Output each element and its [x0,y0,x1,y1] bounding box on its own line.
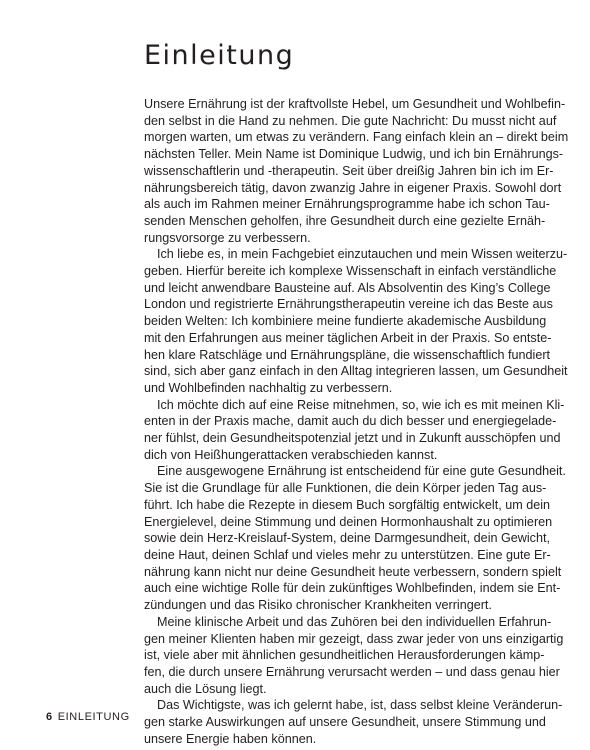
page-number: 6 [46,711,53,723]
text-line: den selbst in die Hand zu nehmen. Die gute Nachricht: Du musst nicht auf [144,113,557,128]
text-line: enten in der Praxis mache, damit auch du dich besser und energiegelade- [144,414,557,429]
text-line: mit den Erfahrungen aus meiner täglichen Arbeit in der Praxis. So entste- [144,330,552,345]
text-line: Energielevel, deine Stimmung und deinen Hormonhaushalt zu optimieren [144,514,553,529]
text-line: unsere Energie haben können. [144,731,317,746]
text-line: führt. Ich habe die Rezepte in diesem Buch sorgfältig entwickelt, um dein [144,497,551,512]
text-line: nährungsbereich tätig, davon zwanzig Jahre in eigener Praxis. Sowohl dort [144,180,562,195]
text-line: rungsvorsorge zu verbessern. [144,230,311,245]
text-line: sind, sich aber ganz einfach in den Alltag integrieren lassen, um Gesundheit [144,364,568,379]
text-line: als auch im Rahmen meiner Ernährungsprogramme habe ich schon Tau- [144,197,550,212]
running-title: EINLEITUNG [57,711,130,723]
paragraph [144,246,568,396]
text-line: gen starke Auswirkungen auf unsere Gesundheit, unsere Stimmung und [144,715,546,730]
text-line: beiden Welten: Ich kombiniere meine fundierte akademische Ausbildung [144,314,547,329]
text-line: auch eine wichtige Rolle für dein zukünftiges Wohlbefinden, indem sie Ent- [144,581,561,596]
text-line: Ich liebe es, in mein Fachgebiet einzutauchen und mein Wissen weiterzu- [157,247,568,262]
text-line: deine Haut, deinen Schlaf und vieles mehr zu unterstützen. Eine gute Er- [144,547,551,562]
text-line: sowie dein Herz-Kreislauf-System, deine Darmgesundheit, dein Gewicht, [144,531,550,546]
text-line: ist, viele aber mit ähnlichen gesundheitlichen Herausforderungen kämp- [144,648,545,663]
page-footer [46,711,130,723]
body-text [144,96,569,747]
paragraph [144,697,563,747]
text-line: ner fühlst, dein Gesundheitspotenzial jetzt und in Zukunft ausschöpfen und [144,431,561,446]
text-line: fen, die durch unsere Ernährung verursacht werden – und dass genau hier [144,664,560,679]
text-line: dich von Heißhungerattacken verabschieden kannst. [144,447,438,462]
text-line: hen klare Ratschläge und Ernährungspläne, die wissenschaftlich fundiert [144,347,551,362]
text-line: morgen warten, um etwas zu verändern. Fang einfach klein an – direkt beim [144,130,569,145]
text-line: nährung kann nicht nur deine Gesundheit heute verbessern, sondern spielt [144,564,562,579]
text-line: auch die Lösung liegt. [144,681,267,696]
text-line: nächsten Teller. Mein Name ist Dominique Ludwig, und ich bin Ernährungs- [144,147,564,162]
chapter-heading: Einleitung [144,40,295,71]
text-line: Eine ausgewogene Ernährung ist entscheidend für eine gute Gesundheit. [157,464,566,479]
text-line: und leicht anwendbare Bausteine auf. Als Absolventin des King’s College [144,280,551,295]
text-line: Unsere Ernährung ist der kraftvollste Hebel, um Gesundheit und Wohlbefin- [144,97,566,111]
text-line: Sie ist die Grundlage für alle Funktionen, die dein Körper jeden Tag aus- [144,481,547,496]
text-line: senden Menschen geholfen, ihre Gesundheit durch eine gezielte Ernäh- [144,213,546,228]
paragraph [144,614,564,698]
text-line: und Wohlbefinden nachhaltig zu verbessern. [144,380,393,395]
text-line: London und registrierte Ernährungstherapeutin vereine ich das Beste aus [144,297,553,312]
text-line: zündungen und das Risiko chronischer Krankheiten verringert. [144,598,492,613]
paragraph [144,96,569,246]
text-line: geben. Hierfür bereite ich komplexe Wissenschaft in einfach verständliche [144,264,557,279]
text-line: Ich möchte dich auf eine Reise mitnehmen, so, wie ich es mit meinen Kli- [157,397,565,412]
text-line: Das Wichtigste, was ich gelernt habe, ist, dass selbst kleine Veränderun- [157,698,563,713]
text-line: wissenschaftlerin und -therapeutin. Seit über dreißig Jahren bin ich im Er- [144,163,554,178]
paragraph [144,397,565,464]
paragraph [144,463,566,613]
text-line: gen meiner Klienten haben mir gezeigt, dass zwar jeder von uns einzigartig [144,631,564,646]
text-line: Meine klinische Arbeit und das Zuhören bei den individuellen Erfahrun- [157,614,552,629]
